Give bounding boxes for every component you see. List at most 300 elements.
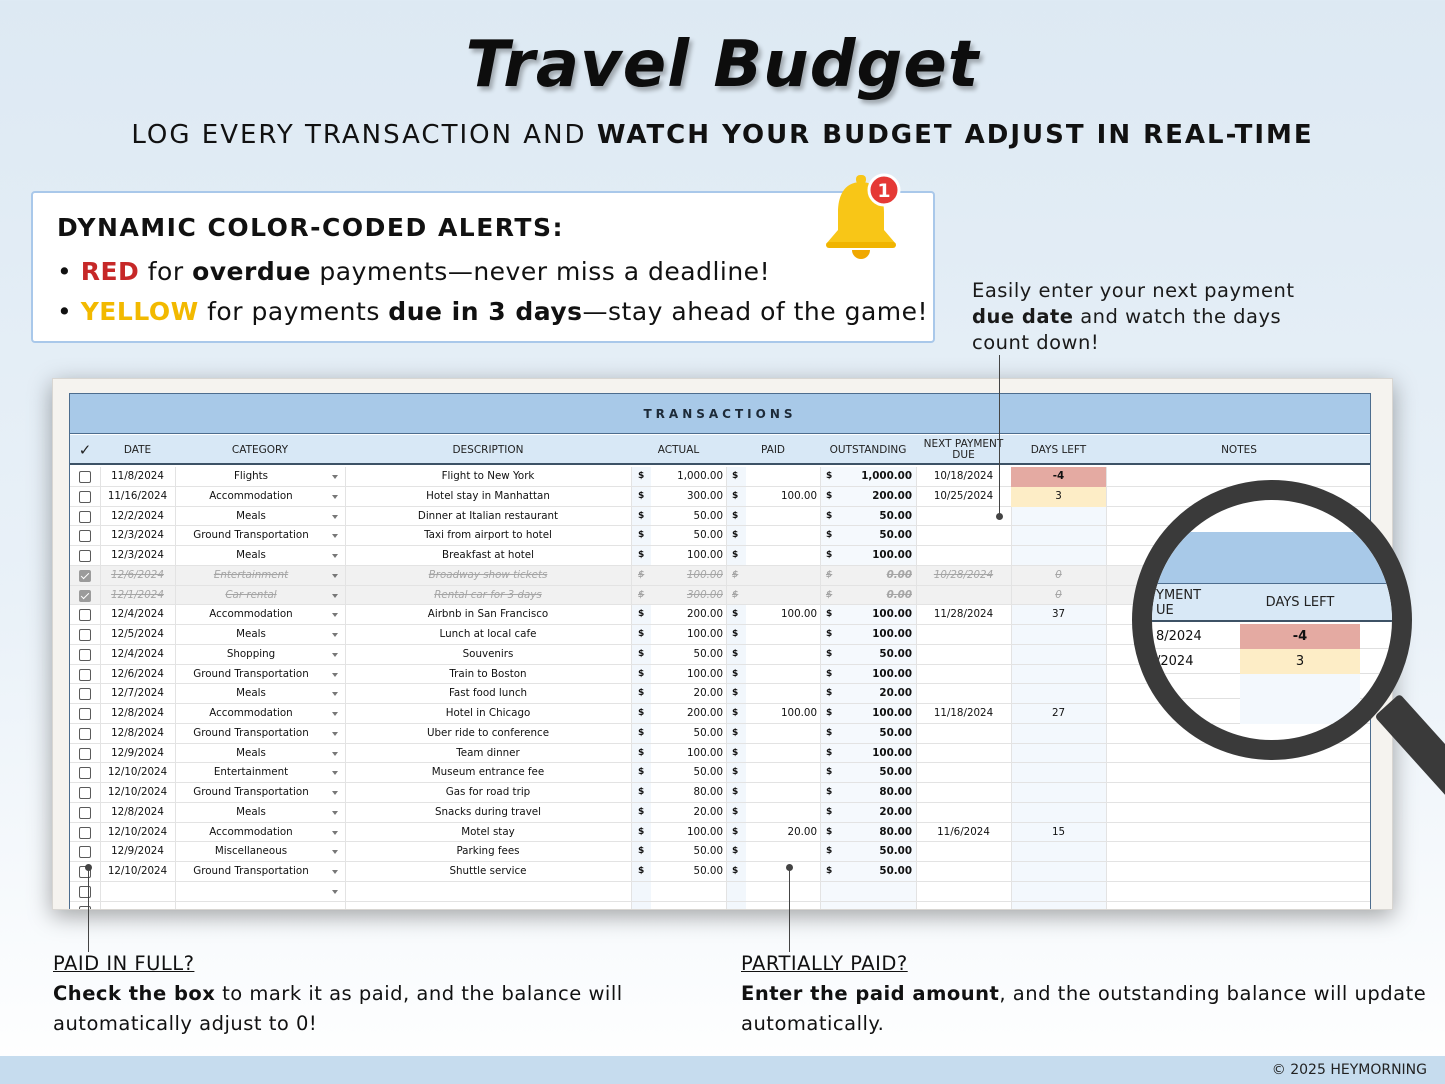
cell-divider — [820, 902, 821, 911]
description-cell[interactable]: Lunch at local cafe — [439, 628, 537, 640]
header-category[interactable]: CATEGORY — [231, 443, 289, 456]
zoom-header-next-due-line2: UE — [1156, 603, 1174, 618]
days-left-cell: 37 — [1051, 608, 1066, 621]
description-cell[interactable]: Snacks during travel — [435, 805, 541, 818]
currency-symbol: $ — [826, 688, 833, 699]
chevron-down-icon[interactable] — [332, 712, 338, 716]
cell-divider — [820, 566, 821, 586]
category-cell[interactable]: Meals — [236, 746, 266, 759]
description-cell[interactable]: Museum entrance fee — [431, 766, 545, 779]
category-cell[interactable]: Ground Transportation — [193, 865, 309, 877]
next-due-cell[interactable] — [916, 783, 1011, 803]
paid-cell[interactable] — [746, 724, 817, 744]
notes-cell[interactable] — [1106, 823, 1371, 843]
actual-cell[interactable]: 100.00 — [686, 825, 723, 838]
date-cell[interactable]: 11/8/2024 — [111, 470, 164, 482]
chevron-down-icon[interactable] — [332, 752, 338, 756]
paid-cell[interactable] — [746, 882, 817, 902]
paid-checkbox[interactable] — [79, 906, 91, 911]
next-due-cell[interactable] — [916, 684, 1011, 704]
notes-cell[interactable] — [1106, 783, 1371, 803]
partial-line1 — [741, 979, 1426, 1009]
header-notes[interactable]: NOTES — [1221, 443, 1257, 456]
paid-cell[interactable] — [746, 684, 817, 704]
notes-cell[interactable] — [1106, 882, 1371, 902]
table-row[interactable] — [70, 862, 1371, 882]
actual-cell[interactable]: 50.00 — [693, 726, 723, 739]
category-cell[interactable]: Shopping — [226, 647, 276, 660]
chevron-down-icon[interactable] — [332, 890, 338, 894]
chevron-down-icon[interactable] — [332, 515, 338, 519]
paid-cell[interactable] — [746, 862, 817, 882]
next-due-cell[interactable] — [916, 724, 1011, 744]
category-cell[interactable]: Accommodation — [209, 489, 293, 502]
currency-symbol: $ — [638, 747, 645, 758]
date-cell[interactable]: 12/10/2024 — [107, 825, 168, 838]
cell-divider — [726, 902, 727, 911]
date-cell[interactable]: 12/10/2024 — [107, 766, 168, 779]
outstanding-cell: 50.00 — [879, 509, 912, 522]
zoom-days-left — [1240, 674, 1360, 699]
currency-symbol: $ — [826, 471, 833, 481]
cell-divider — [726, 744, 727, 764]
paid-checkbox[interactable] — [79, 471, 91, 483]
description-cell[interactable]: Fast food lunch — [448, 687, 528, 700]
next-due-cell[interactable]: 10/18/2024 — [933, 470, 994, 482]
currency-symbol: $ — [732, 589, 739, 600]
description-cell[interactable] — [345, 902, 631, 911]
description-cell[interactable]: Parking fees — [456, 845, 520, 858]
category-cell[interactable] — [175, 902, 327, 911]
table-row[interactable] — [70, 763, 1371, 783]
yellow-word: YELLOW — [80, 297, 199, 326]
chevron-down-icon[interactable] — [332, 475, 338, 479]
paid-checkbox[interactable] — [79, 688, 91, 700]
actual-cell[interactable]: 100.00 — [686, 549, 723, 561]
days-left-cell: 27 — [1051, 707, 1066, 719]
paid-checkbox[interactable] — [79, 550, 91, 562]
header-days-left[interactable]: DAYS LEFT — [1030, 443, 1087, 456]
category-cell[interactable]: Meals — [236, 628, 266, 640]
actual-cell[interactable] — [651, 902, 723, 911]
actual-cell[interactable]: 300.00 — [686, 489, 723, 502]
cell-divider — [726, 882, 727, 902]
category-cell[interactable]: Accommodation — [209, 608, 293, 621]
actual-cell[interactable]: 200.00 — [686, 608, 723, 621]
currency-symbol: $ — [638, 530, 645, 541]
chevron-down-icon[interactable] — [332, 811, 338, 815]
currency-symbol: $ — [826, 648, 833, 659]
category-cell[interactable]: Flights — [233, 470, 269, 482]
bullet: • — [57, 297, 73, 326]
actual-cell[interactable]: 200.00 — [686, 707, 723, 719]
header-date[interactable]: DATE — [123, 443, 152, 456]
next-due-cell[interactable] — [916, 862, 1011, 882]
currency-symbol: $ — [638, 846, 645, 857]
description-cell[interactable]: Breakfast at hotel — [442, 549, 534, 561]
cell-divider — [726, 566, 727, 586]
paid-full-tail: to mark it as paid, and the balance will — [215, 982, 623, 1005]
cell-divider — [726, 507, 727, 527]
category-cell[interactable]: Miscellaneous — [214, 845, 288, 858]
cell-divider — [631, 526, 632, 546]
header-check: ✓ — [78, 440, 92, 459]
currency-symbol: $ — [826, 609, 833, 620]
date-cell[interactable]: 12/9/2024 — [111, 746, 164, 759]
actual-cell[interactable] — [651, 882, 723, 902]
category-cell[interactable]: Entertainment — [213, 568, 289, 581]
paid-checkbox[interactable] — [79, 629, 91, 641]
zoom-row — [1132, 624, 1412, 649]
paid-cell[interactable] — [746, 783, 817, 803]
due-callout-line — [999, 355, 1000, 517]
days-left-cell — [1011, 902, 1106, 911]
currency-symbol: $ — [638, 688, 645, 699]
date-cell[interactable]: 12/9/2024 — [111, 845, 164, 858]
paid-checkbox[interactable] — [79, 511, 91, 523]
paid-cell[interactable]: 100.00 — [780, 489, 817, 502]
table-row[interactable] — [70, 823, 1371, 843]
paid-cell[interactable] — [746, 526, 817, 546]
description-cell[interactable]: Flight to New York — [441, 470, 535, 482]
date-cell[interactable]: 12/10/2024 — [107, 865, 168, 877]
chevron-down-icon[interactable] — [332, 534, 338, 538]
days-left-cell: -4 — [1011, 467, 1106, 487]
actual-cell[interactable]: 300.00 — [686, 588, 723, 601]
due-note-bold: due date — [972, 305, 1074, 328]
chevron-down-icon[interactable] — [332, 771, 338, 775]
currency-symbol: $ — [638, 629, 645, 639]
actual-cell[interactable]: 1,000.00 — [677, 470, 723, 482]
paid-checkbox[interactable] — [79, 609, 91, 621]
actual-cell[interactable]: 50.00 — [693, 529, 723, 542]
header-description[interactable]: DESCRIPTION — [452, 443, 524, 456]
cell-divider — [631, 665, 632, 685]
next-due-cell[interactable] — [916, 665, 1011, 685]
outstanding-cell: 20.00 — [879, 687, 912, 700]
outstanding-cell: 20.00 — [879, 805, 912, 818]
next-due-cell[interactable] — [916, 546, 1011, 566]
header-outstanding[interactable]: OUTSTANDING — [829, 443, 907, 456]
currency-symbol: $ — [826, 747, 833, 758]
description-cell[interactable]: Train to Boston — [449, 667, 527, 680]
date-cell[interactable] — [100, 882, 175, 902]
currency-symbol: $ — [732, 510, 739, 521]
notes-cell[interactable] — [1106, 763, 1371, 783]
paid-cell[interactable]: 100.00 — [780, 608, 817, 621]
date-cell[interactable]: 12/3/2024 — [111, 529, 164, 542]
paid-cell[interactable] — [746, 902, 817, 911]
chevron-down-icon[interactable] — [332, 594, 338, 598]
category-cell[interactable]: Meals — [236, 509, 266, 522]
date-cell[interactable]: 12/8/2024 — [111, 726, 164, 739]
chevron-down-icon[interactable] — [332, 692, 338, 696]
cell-divider — [631, 467, 632, 487]
chevron-down-icon[interactable] — [332, 574, 338, 578]
date-cell[interactable]: 12/8/2024 — [111, 805, 164, 818]
date-cell[interactable]: 12/6/2024 — [111, 667, 164, 680]
cell-divider — [726, 605, 727, 625]
chevron-down-icon[interactable] — [332, 850, 338, 854]
bell-icon — [816, 168, 906, 268]
cell-divider — [631, 704, 632, 724]
cell-divider — [820, 507, 821, 527]
cell-divider — [726, 783, 727, 803]
actual-cell[interactable]: 100.00 — [686, 628, 723, 640]
outstanding-cell: 100.00 — [872, 746, 912, 759]
header-next-due[interactable]: NEXT PAYMENT DUE — [923, 438, 1004, 461]
paid-checkbox[interactable] — [79, 708, 91, 720]
paid-checkbox[interactable] — [79, 807, 91, 819]
actual-cell[interactable]: 50.00 — [693, 865, 723, 877]
days-left-cell — [1011, 803, 1106, 823]
cell-divider — [726, 763, 727, 783]
chevron-down-icon[interactable] — [332, 831, 338, 835]
currency-symbol: $ — [826, 727, 833, 738]
cell-divider — [820, 862, 821, 882]
description-cell[interactable]: Airbnb in San Francisco — [427, 608, 549, 621]
date-cell[interactable]: 11/16/2024 — [107, 489, 168, 502]
paid-checkbox[interactable] — [79, 787, 91, 799]
currency-symbol: $ — [732, 747, 739, 758]
date-cell[interactable]: 12/10/2024 — [107, 786, 168, 798]
next-due-cell[interactable]: 11/6/2024 — [937, 825, 990, 838]
chevron-down-icon[interactable] — [332, 910, 338, 911]
date-cell[interactable]: 12/2/2024 — [111, 509, 164, 522]
actual-cell[interactable]: 50.00 — [693, 845, 723, 858]
category-cell[interactable]: Car rental — [225, 588, 277, 601]
days-left-cell — [1011, 842, 1106, 862]
days-left-cell — [1011, 763, 1106, 783]
category-cell[interactable]: Entertainment — [213, 766, 289, 779]
currency-symbol: $ — [732, 787, 739, 797]
category-cell[interactable]: Ground Transportation — [193, 726, 309, 739]
paid-cell[interactable] — [746, 763, 817, 783]
description-cell[interactable]: Shuttle service — [449, 865, 527, 877]
paid-full-heading: PAID IN FULL? — [53, 952, 195, 975]
actual-cell[interactable]: 80.00 — [693, 786, 723, 798]
footer-copyright: © 2025 HEYMORNING — [0, 1056, 1445, 1084]
table-row[interactable] — [70, 467, 1371, 487]
paid-cell[interactable]: 20.00 — [787, 825, 817, 838]
cell-divider — [726, 586, 727, 606]
paid-cell[interactable] — [746, 645, 817, 665]
currency-symbol: $ — [638, 609, 645, 620]
cell-divider — [820, 684, 821, 704]
next-due-cell[interactable]: 10/25/2024 — [933, 489, 994, 502]
cell-divider — [820, 605, 821, 625]
actual-cell[interactable]: 100.00 — [686, 568, 723, 581]
header-actual[interactable]: ACTUAL — [657, 443, 700, 456]
chevron-down-icon[interactable] — [332, 633, 338, 637]
due-callout-dot — [996, 513, 1003, 520]
paid-checkbox[interactable] — [79, 767, 91, 779]
category-cell[interactable]: Ground Transportation — [193, 667, 309, 680]
description-cell[interactable]: Team dinner — [456, 746, 520, 759]
alerts-callout — [31, 191, 935, 343]
chevron-down-icon[interactable] — [332, 732, 338, 736]
next-due-cell[interactable] — [916, 526, 1011, 546]
paid-cell[interactable] — [746, 842, 817, 862]
paid-cell[interactable] — [746, 665, 817, 685]
table-row[interactable] — [70, 744, 1371, 764]
notes-cell[interactable] — [1106, 803, 1371, 823]
table-row[interactable] — [70, 902, 1371, 911]
notes-cell[interactable] — [1106, 902, 1371, 911]
next-due-cell[interactable]: 10/28/2024 — [933, 568, 994, 581]
paid-cell[interactable] — [746, 744, 817, 764]
category-cell[interactable]: Ground Transportation — [193, 786, 309, 798]
description-cell[interactable]: Souvenirs — [462, 647, 514, 660]
paid-cell[interactable] — [746, 467, 817, 487]
next-due-cell[interactable]: 11/18/2024 — [933, 707, 994, 719]
paid-cell[interactable] — [746, 546, 817, 566]
paid-checkbox[interactable] — [79, 590, 91, 602]
outstanding-cell — [836, 882, 912, 902]
next-due-cell[interactable] — [916, 902, 1011, 911]
cell-divider — [726, 526, 727, 546]
description-cell[interactable]: Rental car for 3 days — [434, 588, 542, 601]
date-cell[interactable] — [100, 902, 175, 911]
description-cell[interactable]: Hotel stay in Manhattan — [426, 489, 550, 502]
currency-symbol: $ — [826, 787, 833, 797]
category-cell[interactable] — [175, 882, 327, 902]
date-cell[interactable]: 12/1/2024 — [111, 588, 164, 601]
chevron-down-icon[interactable] — [332, 870, 338, 874]
chevron-down-icon[interactable] — [332, 495, 338, 499]
paid-checkbox[interactable] — [79, 728, 91, 740]
cell-divider — [631, 724, 632, 744]
red-word: RED — [80, 257, 140, 286]
notes-cell[interactable] — [1106, 862, 1371, 882]
paid-checkbox[interactable] — [79, 491, 91, 503]
date-cell[interactable]: 12/8/2024 — [111, 707, 164, 719]
currency-symbol: $ — [826, 510, 833, 521]
outstanding-cell: 100.00 — [872, 608, 912, 621]
next-due-cell[interactable]: 11/28/2024 — [933, 608, 994, 621]
cell-divider — [726, 724, 727, 744]
category-cell[interactable]: Accommodation — [209, 707, 293, 719]
currency-symbol: $ — [732, 708, 739, 718]
cell-divider — [820, 526, 821, 546]
description-cell[interactable]: Gas for road trip — [445, 786, 531, 798]
actual-cell[interactable]: 50.00 — [693, 766, 723, 779]
category-cell[interactable]: Meals — [236, 549, 266, 561]
date-cell[interactable]: 12/5/2024 — [111, 628, 164, 640]
actual-cell[interactable]: 100.00 — [686, 746, 723, 759]
zoom-days-left: -4 — [1240, 624, 1360, 649]
paid-cell[interactable] — [746, 566, 817, 586]
currency-symbol: $ — [826, 846, 833, 857]
paid-checkbox[interactable] — [79, 669, 91, 681]
outstanding-cell — [836, 902, 912, 911]
days-left-cell — [1011, 744, 1106, 764]
cell-divider — [631, 823, 632, 843]
paid-checkbox[interactable] — [79, 846, 91, 858]
next-due-cell[interactable] — [916, 645, 1011, 665]
next-due-cell[interactable] — [916, 625, 1011, 645]
zoom-date: 8/2024 — [1156, 629, 1202, 644]
paid-checkbox[interactable] — [79, 649, 91, 661]
next-due-cell[interactable] — [916, 842, 1011, 862]
paid-full-line1 — [53, 979, 623, 1009]
date-cell[interactable]: 12/6/2024 — [111, 568, 164, 581]
date-cell[interactable]: 12/7/2024 — [111, 687, 164, 700]
paid-checkbox[interactable] — [79, 570, 91, 582]
date-cell[interactable]: 12/3/2024 — [111, 549, 164, 561]
next-due-cell[interactable] — [916, 586, 1011, 606]
chevron-down-icon[interactable] — [332, 791, 338, 795]
bullet: • — [57, 257, 73, 286]
paid-checkbox[interactable] — [79, 886, 91, 898]
date-cell[interactable]: 12/4/2024 — [111, 608, 164, 621]
actual-cell[interactable]: 20.00 — [693, 805, 723, 818]
paid-cell[interactable] — [746, 625, 817, 645]
currency-symbol: $ — [732, 688, 739, 699]
alert-red-line — [57, 252, 909, 292]
alert-yellow-line — [57, 292, 929, 332]
paid-checkbox[interactable] — [79, 827, 91, 839]
chevron-down-icon[interactable] — [332, 653, 338, 657]
cell-divider — [631, 862, 632, 882]
next-due-cell[interactable] — [916, 763, 1011, 783]
days-left-cell — [1011, 684, 1106, 704]
description-cell[interactable] — [345, 882, 631, 902]
description-cell[interactable]: Motel stay — [461, 825, 515, 838]
next-due-cell[interactable] — [916, 882, 1011, 902]
table-row[interactable] — [70, 783, 1371, 803]
date-cell[interactable]: 12/4/2024 — [111, 647, 164, 660]
description-cell[interactable]: Taxi from airport to hotel — [424, 529, 552, 542]
next-due-cell[interactable] — [916, 803, 1011, 823]
next-due-cell[interactable] — [916, 744, 1011, 764]
category-cell[interactable]: Meals — [236, 687, 266, 700]
currency-symbol: $ — [826, 530, 833, 541]
category-cell[interactable]: Meals — [236, 805, 266, 818]
paid-cell[interactable] — [746, 507, 817, 527]
description-cell[interactable]: Dinner at Italian restaurant — [417, 509, 559, 522]
table-row[interactable] — [70, 842, 1371, 862]
paid-cell[interactable] — [746, 803, 817, 823]
description-cell[interactable]: Hotel in Chicago — [445, 707, 531, 719]
header-paid[interactable]: PAID — [760, 443, 786, 456]
actual-cell[interactable]: 50.00 — [693, 509, 723, 522]
description-cell[interactable]: Uber ride to conference — [426, 726, 550, 739]
chevron-down-icon[interactable] — [332, 554, 338, 558]
table-row[interactable] — [70, 803, 1371, 823]
cell-divider — [631, 684, 632, 704]
actual-cell[interactable]: 50.00 — [693, 647, 723, 660]
currency-symbol: $ — [638, 668, 645, 679]
description-cell[interactable]: Broadway show tickets — [428, 568, 548, 581]
currency-symbol: $ — [732, 668, 739, 679]
table-row[interactable] — [70, 882, 1371, 902]
notes-cell[interactable] — [1106, 842, 1371, 862]
actual-cell[interactable]: 100.00 — [686, 667, 723, 680]
days-left-cell — [1011, 507, 1106, 527]
chevron-down-icon[interactable] — [332, 613, 338, 617]
paid-checkbox[interactable] — [79, 748, 91, 760]
cell-divider — [631, 546, 632, 566]
paid-checkbox[interactable] — [79, 530, 91, 542]
actual-cell[interactable]: 20.00 — [693, 687, 723, 700]
category-cell[interactable]: Accommodation — [209, 825, 293, 838]
paid-cell[interactable]: 100.00 — [780, 707, 817, 719]
paid-cell[interactable] — [746, 586, 817, 606]
chevron-down-icon[interactable] — [332, 673, 338, 677]
cell-divider — [726, 842, 727, 862]
category-cell[interactable]: Ground Transportation — [193, 529, 309, 542]
